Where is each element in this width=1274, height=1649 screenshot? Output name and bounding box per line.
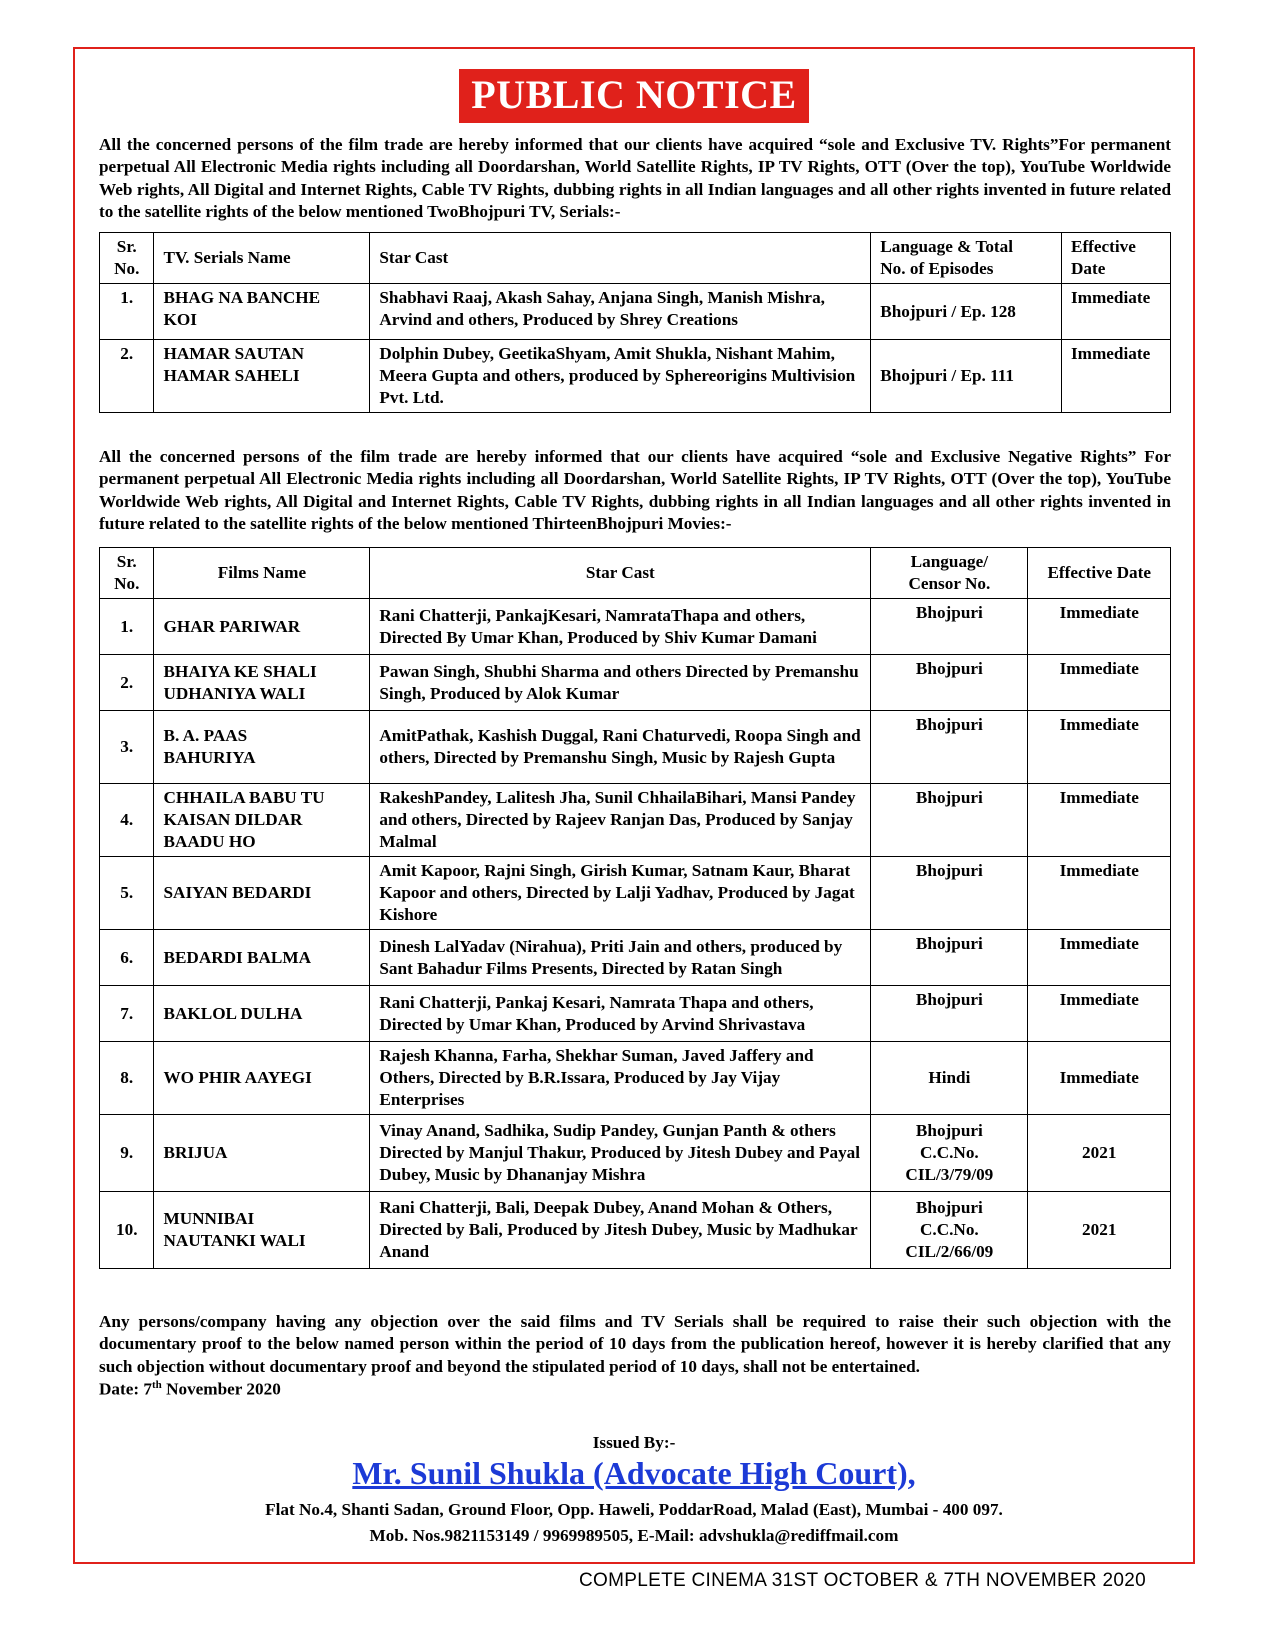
row-cast: Dinesh LalYadav (Nirahua), Priti Jain and others, produced by Sant Bahadur Films Presents, Directed by Ratan Singh (370, 930, 871, 986)
row-name: CHHAILA BABU TU KAISAN DILDAR BAADU HO (154, 784, 370, 857)
row-effective-date: 2021 (1028, 1192, 1171, 1269)
row-effective-date: Immediate (1028, 986, 1171, 1042)
issuer-address: Flat No.4, Shanti Sadan, Ground Floor, Opp. Haweli, PoddarRoad, Malad (East), Mumbai - 400 097. (265, 1500, 1003, 1519)
row-effective-date: Immediate (1061, 340, 1170, 413)
table-row (100, 857, 1171, 930)
row-sr: 1. (100, 284, 154, 340)
row-lang: Bhojpuri (871, 655, 1028, 711)
films-table (99, 547, 1171, 1269)
row-sr: 2. (100, 655, 154, 711)
row-effective-date: 2021 (1028, 1115, 1171, 1192)
table-row (100, 284, 1171, 340)
row-sr: 5. (100, 857, 154, 930)
header-lang: Language/ Censor No. (871, 548, 1028, 599)
row-effective-date: Immediate (1028, 784, 1171, 857)
header-eff: Effective Date (1028, 548, 1171, 599)
table-header-row (100, 548, 1171, 599)
row-cast: Dolphin Dubey, GeetikaShyam, Amit Shukla, Nishant Mahim, Meera Gupta and others, produced by Sphereorigins Multivision Pvt. Ltd. (370, 340, 871, 413)
table-row (100, 599, 1171, 655)
header-cast: Star Cast (370, 233, 871, 284)
row-name: BAKLOL DULHA (154, 986, 370, 1042)
issued-by-label: Issued By:- (592, 1433, 676, 1452)
table-header-row (100, 233, 1171, 284)
header-lang: Language & Total No. of Episodes (871, 233, 1062, 284)
row-lang: Bhojpuri C.C.No. CIL/3/79/09 (871, 1115, 1028, 1192)
row-cast: RakeshPandey, Lalitesh Jha, Sunil ChhailaBihari, Mansi Pandey and others, Directed by Rajeev Ranjan Das, Produced by Sanjay Malmal (370, 784, 871, 857)
row-cast: Rajesh Khanna, Farha, Shekhar Suman, Javed Jaffery and Others, Directed by B.R.Issara, Produced by Jay Vijay Enterprises (370, 1042, 871, 1115)
table-row (100, 784, 1171, 857)
row-sr: 6. (100, 930, 154, 986)
row-name: MUNNIBAI NAUTANKI WALI (154, 1192, 370, 1269)
notice-title: PUBLIC NOTICE (459, 69, 808, 123)
row-effective-date: Immediate (1061, 284, 1170, 340)
table-row (100, 711, 1171, 784)
row-name: BHAG NA BANCHE KOI (154, 284, 370, 340)
tv-serials-table (99, 232, 1171, 413)
table-row (100, 1115, 1171, 1192)
row-sr: 8. (100, 1042, 154, 1115)
header-sr: Sr. No. (100, 233, 154, 284)
row-sr: 1. (100, 599, 154, 655)
row-cast: Rani Chatterji, PankajKesari, NamrataThapa and others, Directed By Umar Khan, Produced by Shiv Kumar Damani (370, 599, 871, 655)
issuer-name: Mr. Sunil Shukla (Advocate High Court), (352, 1455, 916, 1491)
row-name: SAIYAN BEDARDI (154, 857, 370, 930)
row-effective-date: Immediate (1028, 1042, 1171, 1115)
row-name: B. A. PAAS BAHURIYA (154, 711, 370, 784)
row-cast: Rani Chatterji, Pankaj Kesari, Namrata Thapa and others, Directed by Umar Khan, Produced by Arvind Shrivastava (370, 986, 871, 1042)
table-row (100, 1192, 1171, 1269)
notice-frame (73, 47, 1195, 1564)
row-effective-date: Immediate (1028, 655, 1171, 711)
row-name: HAMAR SAUTAN HAMAR SAHELI (154, 340, 370, 413)
row-cast: Pawan Singh, Shubhi Sharma and others Directed by Premanshu Singh, Produced by Alok Kumar (370, 655, 871, 711)
row-effective-date: Immediate (1028, 599, 1171, 655)
row-sr: 9. (100, 1115, 154, 1192)
row-sr: 2. (100, 340, 154, 413)
row-effective-date: Immediate (1028, 711, 1171, 784)
row-cast: AmitPathak, Kashish Duggal, Rani Chaturvedi, Roopa Singh and others, Directed by Premanshu Singh, Music by Rajesh Gupta (370, 711, 871, 784)
footer-text: COMPLETE CINEMA 31ST OCTOBER & 7TH NOVEMBER 2020 (579, 1570, 1146, 1591)
title-wrap (75, 69, 1193, 123)
header-name: Films Name (154, 548, 370, 599)
row-lang: Bhojpuri (871, 930, 1028, 986)
row-sr: 10. (100, 1192, 154, 1269)
row-sr: 3. (100, 711, 154, 784)
intro-films-paragraph: All the concerned persons of the film trade are hereby informed that our clients have acquired “sole and Exclusive Negative Rights” For permanent perpetual All Electronic Media rights including all Doordarshan, World Satellite Rights, IP TV Rights, OTT (Over the top), YouTube Worldwide Web rights, All Digital and Internet Rights, Cable TV Rights, dubbing rights in all Indian languages and all other rights invented in future related to the satellite rights of the below mentioned ThirteenBhojpuri Movies:- (99, 447, 1171, 534)
row-sr: 7. (100, 986, 154, 1042)
row-sr: 4. (100, 784, 154, 857)
row-lang: Bhojpuri (871, 986, 1028, 1042)
table-row (100, 655, 1171, 711)
intro-tv-paragraph: All the concerned persons of the film trade are hereby informed that our clients have acquired “sole and Exclusive TV. Rights”For permanent perpetual All Electronic Media rights including all Doordarshan, World Satellite Rights, IP TV Rights, OTT (Over the top), YouTube Worldwide Web rights, All Digital and Internet Rights, Cable TV Rights, dubbing rights in all Indian languages and all other rights invented in future related to the satellite rights of the below mentioned TwoBhojpuri TV, Serials:- (99, 135, 1171, 222)
row-lang: Bhojpuri (871, 711, 1028, 784)
row-lang: Bhojpuri (871, 857, 1028, 930)
row-lang: Hindi (871, 1042, 1028, 1115)
row-name: GHAR PARIWAR (154, 599, 370, 655)
row-lang: Bhojpuri C.C.No. CIL/2/66/09 (871, 1192, 1028, 1269)
row-effective-date: Immediate (1028, 857, 1171, 930)
row-name: WO PHIR AAYEGI (154, 1042, 370, 1115)
row-lang: Bhojpuri (871, 599, 1028, 655)
table-row (100, 986, 1171, 1042)
row-lang: Bhojpuri / Ep. 128 (871, 284, 1062, 340)
row-name: BRIJUA (154, 1115, 370, 1192)
table-row (100, 1042, 1171, 1115)
row-cast: Vinay Anand, Sadhika, Sudip Pandey, Gunjan Panth & others Directed by Manjul Thakur, Produced by Jitesh Dubey and Payal Dubey, Music by Dhananjay Mishra (370, 1115, 871, 1192)
row-effective-date: Immediate (1028, 930, 1171, 986)
row-name: BHAIYA KE SHALI UDHANIYA WALI (154, 655, 370, 711)
objection-paragraph: Any persons/company having any objection over the said films and TV Serials shall be required to raise their such objection with the documentary proof to the below named person within the period of 10 days from the publication hereof, however it is hereby clarified that any such objection without documentary proof and beyond the stipulated period of 10 days, shall not be entertained. (99, 1312, 1171, 1376)
row-cast: Amit Kapoor, Rajni Singh, Girish Kumar, Satnam Kaur, Bharat Kapoor and others, Directed by Lalji Yadhav, Produced by Jagat Kishore (370, 857, 871, 930)
header-cast: Star Cast (370, 548, 871, 599)
header-eff: Effective Date (1061, 233, 1170, 284)
notice-date: Date: 7th November 2020 (99, 1379, 281, 1399)
header-sr: Sr. No. (100, 548, 154, 599)
row-name: BEDARDI BALMA (154, 930, 370, 986)
table-row (100, 340, 1171, 413)
row-cast: Rani Chatterji, Bali, Deepak Dubey, Anand Mohan & Others, Directed by Bali, Produced by Jitesh Dubey, Music by Madhukar Anand (370, 1192, 871, 1269)
issuer-contact: Mob. Nos.9821153149 / 9969989505, E-Mail: advshukla@rediffmail.com (369, 1526, 899, 1545)
row-lang: Bhojpuri / Ep. 111 (871, 340, 1062, 413)
row-lang: Bhojpuri (871, 784, 1028, 857)
header-name: TV. Serials Name (154, 233, 370, 284)
table-row (100, 930, 1171, 986)
row-cast: Shabhavi Raaj, Akash Sahay, Anjana Singh, Manish Mishra, Arvind and others, Produced by Shrey Creations (370, 284, 871, 340)
